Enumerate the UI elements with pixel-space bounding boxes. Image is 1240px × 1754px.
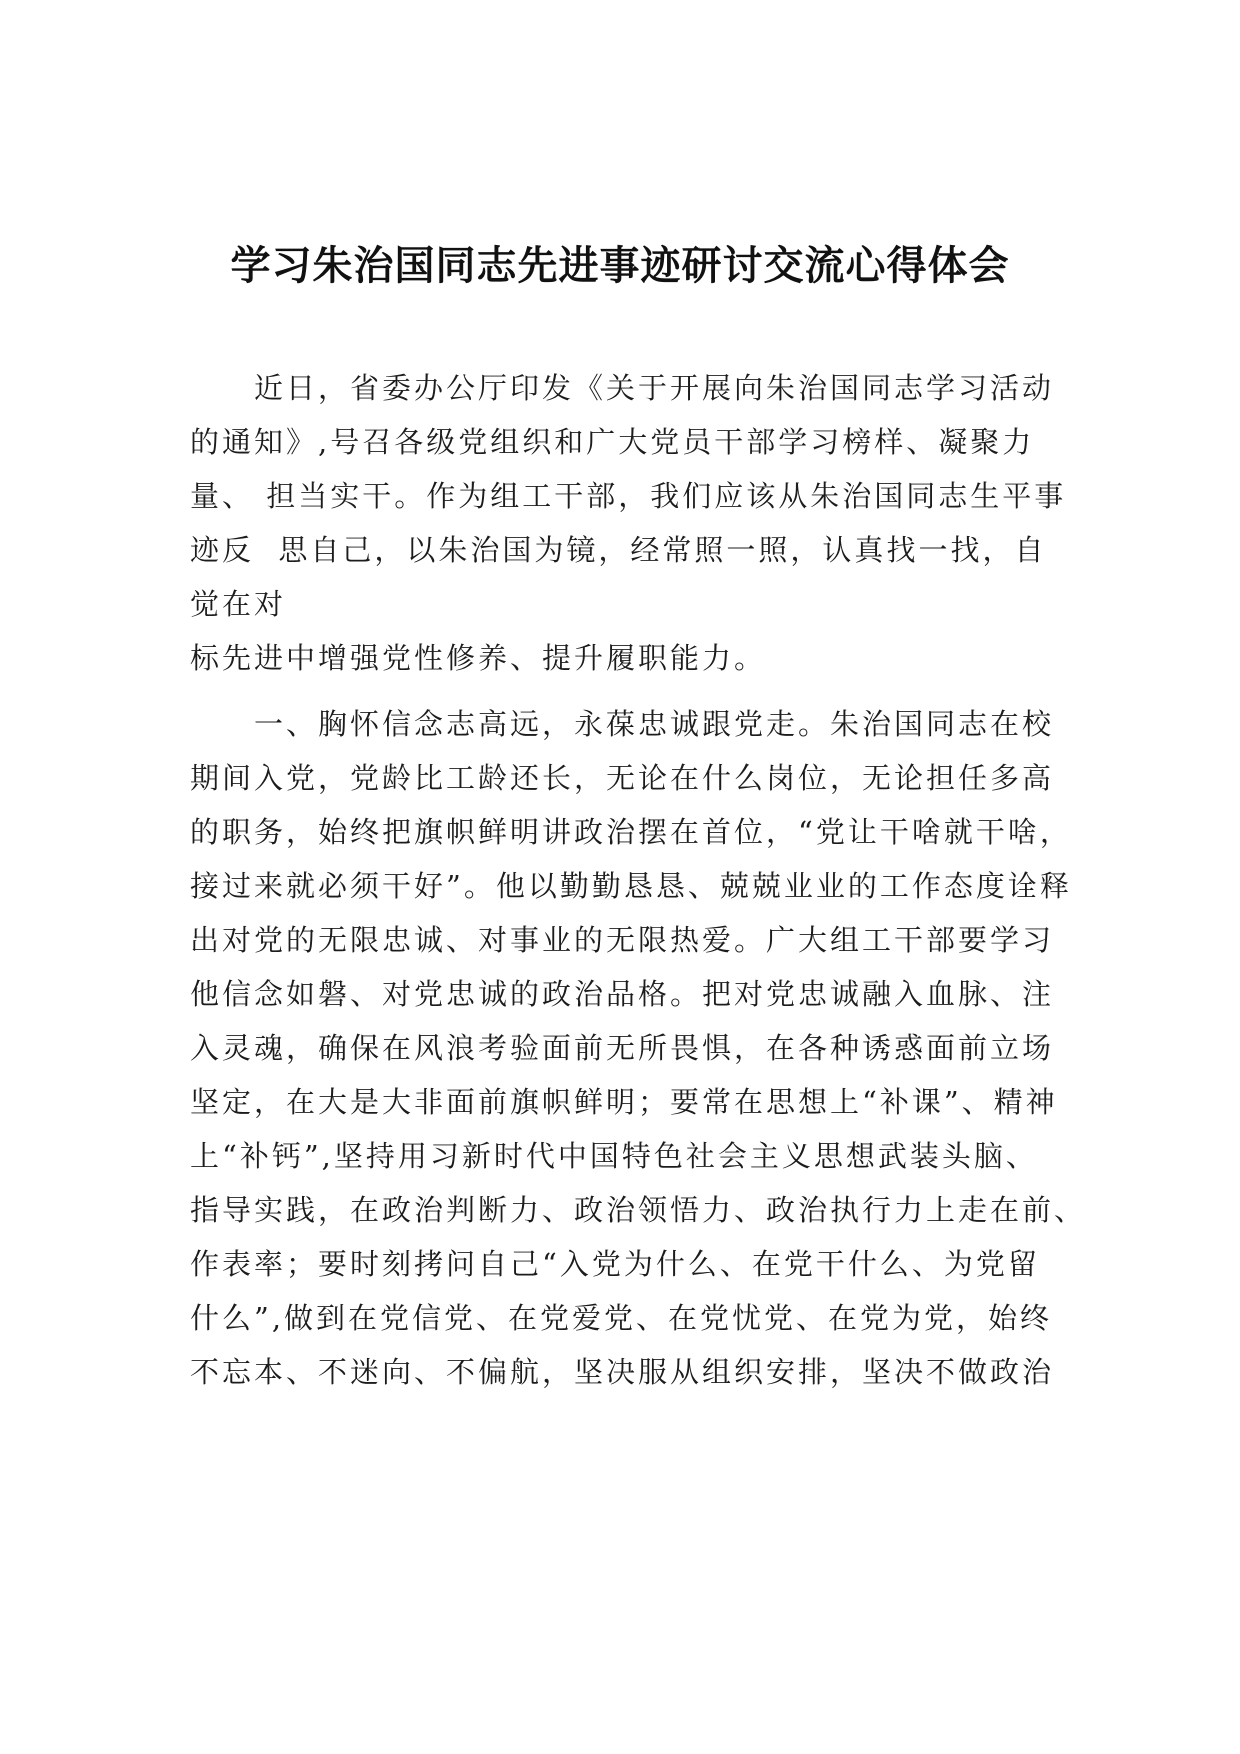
paragraph-2-line-7: 入灵魂，确保在风浪考验面前无所畏惧，在各种诱惑面前立场 [190, 1031, 1055, 1065]
paragraph-1-line-4: 迹反 思自己，以朱治国为镜，经常照一照，认真找一找，自 [190, 533, 1047, 567]
paragraph-2-line-6: 他信念如磐、对党忠诚的政治品格。把对党忠诚融入血脉、注 [190, 977, 1055, 1011]
document-title: 学习朱治国同志先进事迹研讨交流心得体会 [230, 243, 1010, 289]
paragraph-2-line-9: 上“补钙”,坚持用习新时代中国特色社会主义思想武装头脑、 [190, 1139, 1038, 1173]
paragraph-1-line-3: 量、 担当实干。作为组工干部，我们应该从朱治国同志生平事 [190, 479, 1067, 513]
paragraph-2-line-12: 什么”,做到在党信党、在党爱党、在党忧党、在党为党，始终 [190, 1301, 1053, 1335]
paragraph-2-line-13: 不忘本、不迷向、不偏航，坚决服从组织安排，坚决不做政治 [190, 1355, 1055, 1389]
paragraph-1-line-2: 的通知》,号召各级党组织和广大党员干部学习榜样、凝聚力 [190, 425, 1035, 459]
paragraph-2-line-3: 的职务，始终把旗帜鲜明讲政治摆在首位，“党让干啥就干啥， [190, 815, 1072, 849]
paragraph-1-line-5: 觉在对 [190, 587, 287, 621]
paragraph-1-line-6: 标先进中增强党性修养、提升履职能力。 [190, 641, 767, 675]
paragraph-2-line-8: 坚定，在大是大非面前旗帜鲜明；要常在思想上“补课”、精神 [190, 1085, 1058, 1119]
paragraph-2-line-11: 作表率；要时刻拷问自己“入党为什么、在党干什么、为党留 [190, 1247, 1040, 1281]
paragraph-1-line-1: 近日，省委办公厅印发《关于开展向朱治国同志学习活动 [190, 371, 1055, 405]
paragraph-2-line-4: 接过来就必须干好”。他以勤勤恳恳、兢兢业业的工作态度诠释 [190, 869, 1072, 903]
paragraph-2-line-5: 出对党的无限忠诚、对事业的无限热爱。广大组工干部要学习 [190, 923, 1055, 957]
paragraph-2-line-10: 指导实践，在政治判断力、政治领悟力、政治执行力上走在前、 [190, 1193, 1087, 1227]
paragraph-2-line-1: 一、胸怀信念志高远，永葆忠诚跟党走。朱治国同志在校 [190, 707, 1055, 741]
paragraph-2-line-2: 期间入党，党龄比工龄还长，无论在什么岗位，无论担任多高 [190, 761, 1055, 795]
